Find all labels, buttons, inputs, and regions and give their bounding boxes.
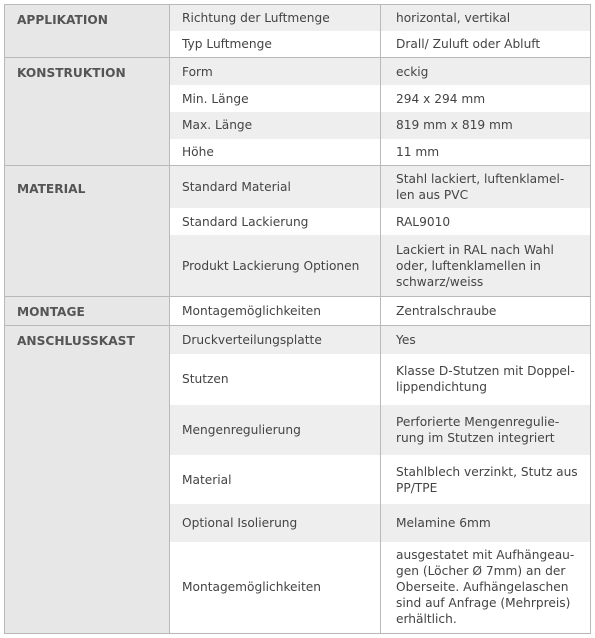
row-label: Max. Länge xyxy=(170,112,381,138)
section-title: ANSCHLUSSKAST xyxy=(17,334,135,349)
section-title: MATERIAL xyxy=(17,182,86,197)
row-value: eckig xyxy=(381,58,591,85)
row-value: Lackiert in RAL nach Wahl oder, luftenklamellen in schwarz/weiss xyxy=(381,235,591,296)
row-value: Zentralschraube xyxy=(381,297,591,326)
row-value: horizontal, vertikal xyxy=(381,5,591,31)
section-title: KONSTRUKTION xyxy=(17,66,126,81)
section-montage xyxy=(5,297,170,326)
row-label: Optional Isolierung xyxy=(170,504,381,541)
row-value: 819 mm x 819 mm xyxy=(381,112,591,138)
row-value: Stahl lackiert, luftenklamel- len aus PVC xyxy=(381,166,591,208)
row-value: 11 mm xyxy=(381,139,591,166)
section-material xyxy=(5,166,170,297)
row-value: Klasse D-Stutzen mit Doppel- lippendichtung xyxy=(381,354,591,404)
row-label: Standard Lackierung xyxy=(170,208,381,235)
row-value: Perforierte Mengenregulie- rung im Stutzen integriert xyxy=(381,405,591,455)
row-label: Montagemöglichkeiten xyxy=(170,297,381,326)
row-label: Material xyxy=(170,455,381,504)
row-label: Höhe xyxy=(170,139,381,166)
row-value: 294 x 294 mm xyxy=(381,85,591,112)
row-label: Montagemöglichkeiten xyxy=(170,542,381,634)
row-label: Mengenregulierung xyxy=(170,405,381,455)
row-label: Produkt Lackierung Optionen xyxy=(170,235,381,296)
row-label: Richtung der Luftmenge xyxy=(170,5,381,31)
row-value: Yes xyxy=(381,326,591,354)
section-konstruktion xyxy=(5,58,170,166)
row-value: Melamine 6mm xyxy=(381,504,591,541)
section-title: APPLIKATION xyxy=(17,13,108,27)
row-label: Standard Material xyxy=(170,166,381,208)
row-label: Stutzen xyxy=(170,354,381,404)
row-value: ausgestatet mit Aufhängeau- gen (Löcher Ø 7mm) an der Oberseite. Aufhängelaschen sind auf Anfrage (Mehrpreis) erhältlich. xyxy=(381,542,591,634)
row-label: Typ Luftmenge xyxy=(170,31,381,58)
row-value: Stahlblech verzinkt, Stutz aus PP/TPE xyxy=(381,455,591,504)
row-value: Drall/ Zuluft oder Abluft xyxy=(381,31,591,58)
row-label: Min. Länge xyxy=(170,85,381,112)
section-title: MONTAGE xyxy=(17,305,85,320)
row-label: Form xyxy=(170,58,381,85)
row-label: Druckverteilungsplatte xyxy=(170,326,381,354)
spec-table xyxy=(4,4,591,634)
row-value: RAL9010 xyxy=(381,208,591,235)
section-applikation xyxy=(5,5,170,58)
section-anschlusskast xyxy=(5,326,170,634)
